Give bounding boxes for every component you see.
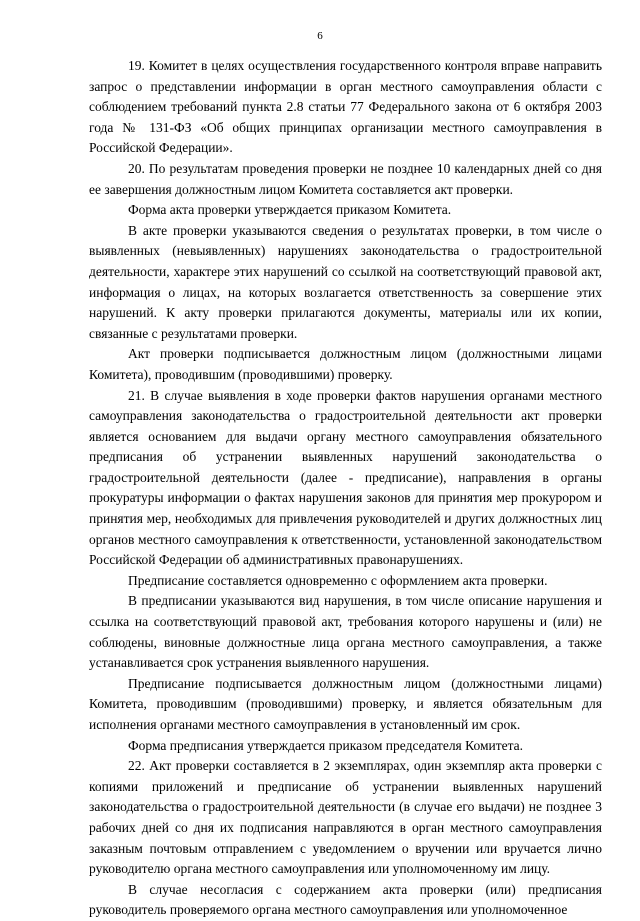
paragraph-20: 20. По результатам проведения проверки не позднее 10 календарных дней со дня ее завершения должностным лицом Комитета составляется акт проверки. [89,160,602,197]
paragraph-21: 21. В случае выявления в ходе проверки фактов нарушения органами местного самоуправления законодательства о градостроительной деятельности акт проверки является основанием для выдачи органу местного самоуправления обязательного предписания об устранении выявленных нарушений законодательства о градостроительной деятельности (далее - предписание), направления в органы прокуратуры информации о фактах нарушения законов для принятия мер прокурором и принятия мер, необходимых для привлечения руководителей и других должностных лиц органов местного самоуправления к ответственности, установленной законодательством Российской Федерации об административных правонарушениях. [89,387,602,568]
paragraph-order-contents: В предписании указываются вид нарушения, в том числе описание нарушения и ссылка на соответствующий правовой акт, требования которого нарушены и (или) не соблюдены, виновные должностные лица органа местного самоуправления, а также устанавливается срок устранения выявленного нарушения. [89,593,602,671]
paragraph-19: 19. Комитет в целях осуществления государственного контроля вправе направить запрос о представлении информации в орган местного самоуправления области с соблюдением требований пункта 2.8 статьи 77 Федерального закона от 6 октября 2003 года № 131-ФЗ «Об общих принципах организации местного самоуправления в Российской Федерации». [89,58,602,156]
document-body [89,56,602,921]
paragraph-22: 22. Акт проверки составляется в 2 экземплярах, один экземпляр акта проверки с копиями приложений и предписание об устранении выявленных нарушений законодательства о градостроительной деятельности (в случае его выдачи) не позднее 3 рабочих дней со дня их подписания направляются в орган местного самоуправления заказным почтовым отправлением с уведомлением о вручении или вручается лично руководителю органа местного самоуправления или уполномоченному им лицу. [89,758,602,877]
paragraph-act-form: Форма акта проверки утверждается приказом Комитета. [128,202,452,218]
paragraph-act-contents: В акте проверки указываются сведения о результатах проверки, в том числе о выявленных (невыявленных) нарушениях законодательства о градостроительной деятельности, характере этих нарушений со ссылкой на соответствующий правовой акт, информация о лицах, на которых возлагается ответственность за совершение этих нарушений. К акту проверки прилагаются документы, материалы или их копии, связанные с результатами проверки. [89,222,602,341]
paragraph-act-signing: Акт проверки подписывается должностным лицом (должностными лицами Комитета), проводившим (проводившими) проверку. [89,346,602,382]
paragraph-order-form: Форма предписания утверждается приказом председателя Комитета. [128,737,524,753]
paragraph-disagreement: В случае несогласия с содержанием акта проверки (или) предписания руководитель проверяемого органа местного самоуправления или уполномоченное [89,881,602,918]
paragraph-order-drafting: Предписание составляется одновременно с оформлением акта проверки. [128,572,548,588]
paragraph-order-signing: Предписание подписывается должностным лицом (должностными лицами) Комитета, проводившим (проводившими) проверку, и является обязательным для исполнения органами местного самоуправления в установленный им срок. [89,675,602,732]
page-number: 6 [317,30,323,42]
